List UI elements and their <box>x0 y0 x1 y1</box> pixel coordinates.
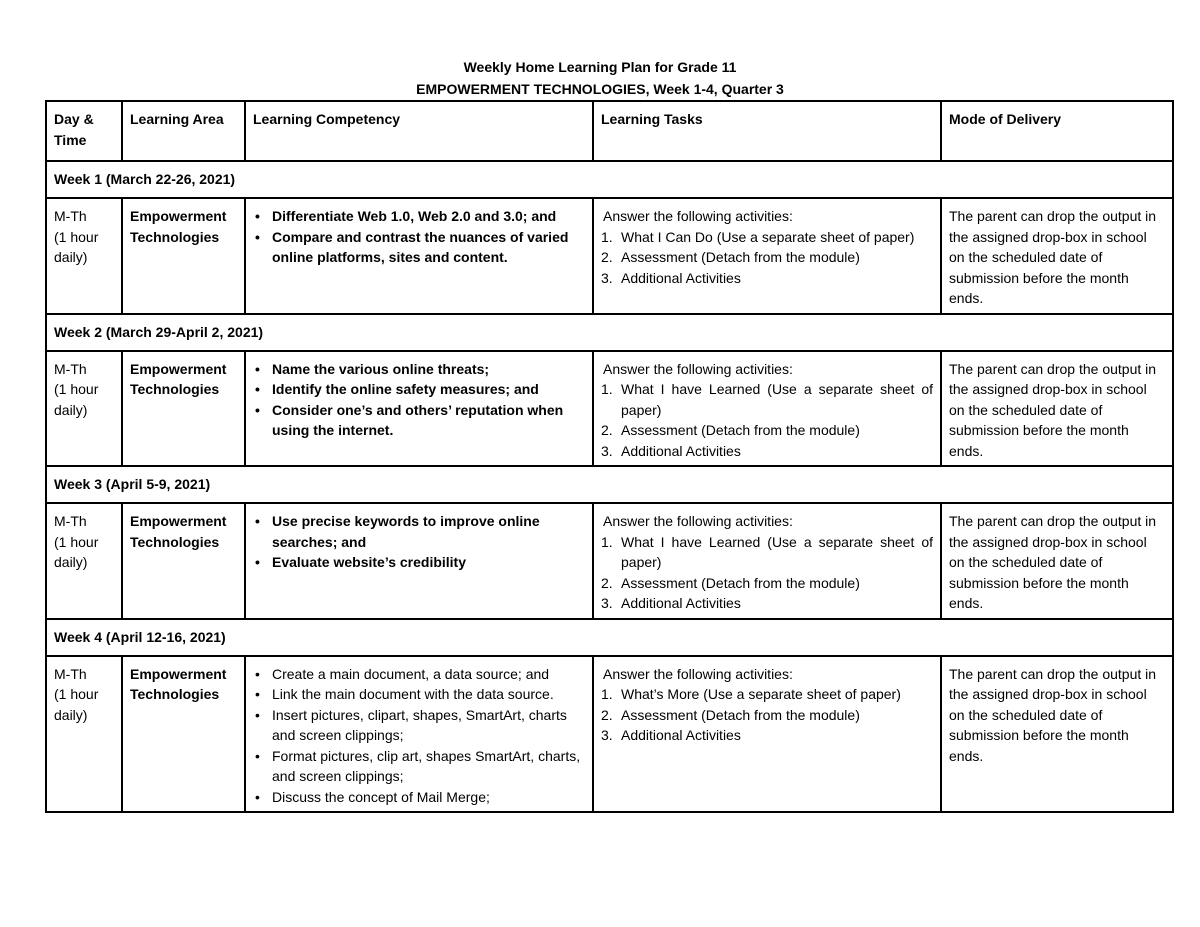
list-item: • Use precise keywords to improve online searches; and <box>253 511 585 552</box>
day-time-frequency: daily) <box>54 706 88 723</box>
list-item <box>601 725 933 746</box>
learning-area-cell: Empowerment Technologies <box>122 503 245 619</box>
task-text: Assessment (Detach from the module) <box>621 706 860 723</box>
task-number: 2. <box>601 422 613 438</box>
list-item: • Differentiate Web 1.0, Web 2.0 and 3.0; and <box>253 206 585 227</box>
task-text: Assessment (Detach from the module) <box>621 574 860 591</box>
header-row <box>46 101 1173 161</box>
week-label: Week 1 (March 22-26, 2021) <box>46 161 1173 198</box>
tasks-cell <box>593 198 941 314</box>
week-label: Week 4 (April 12-16, 2021) <box>46 619 1173 656</box>
list-item <box>601 573 933 594</box>
tasks-list <box>601 379 933 461</box>
competency-cell <box>245 351 593 467</box>
table-row <box>46 503 1173 619</box>
task-text: Additional Activities <box>621 269 741 286</box>
tasks-intro: Answer the following activities: <box>603 208 793 224</box>
competency-cell <box>245 503 593 619</box>
task-number: 3. <box>601 727 613 743</box>
list-item <box>601 532 933 573</box>
delivery-cell: The parent can drop the output in the assigned drop-box in school on the scheduled date of submission before the month ends. <box>941 351 1173 467</box>
competency-list <box>253 359 585 441</box>
task-number: 1. <box>601 381 613 397</box>
tasks-cell <box>593 656 941 813</box>
table-row <box>46 198 1173 314</box>
list-item: • Link the main document with the data source. <box>253 684 585 705</box>
plan-subtitle: EMPOWERMENT TECHNOLOGIES, Week 1-4, Quarter 3 <box>416 81 784 97</box>
list-item: • Compare and contrast the nuances of varied online platforms, sites and content. <box>253 227 585 268</box>
list-item: • Discuss the concept of Mail Merge; <box>253 787 585 808</box>
list-item: • Evaluate website’s credibility <box>253 552 585 573</box>
list-item <box>601 684 933 705</box>
task-text: What I Can Do (Use a separate sheet of paper) <box>621 228 915 245</box>
list-item: • Identify the online safety measures; and <box>253 379 585 400</box>
task-number: 2. <box>601 249 613 265</box>
day-time-cell <box>46 198 122 314</box>
learning-plan-table <box>45 100 1174 813</box>
list-item: • Name the various online threats; <box>253 359 585 380</box>
day-time-cell <box>46 656 122 813</box>
header-learning-tasks: Learning Tasks <box>593 101 941 161</box>
list-item: • Consider one’s and others’ reputation when using the internet. <box>253 400 585 441</box>
list-item <box>601 379 933 420</box>
task-number: 3. <box>601 269 613 286</box>
list-item: • Insert pictures, clipart, shapes, SmartArt, charts and screen clippings; <box>253 705 585 746</box>
tasks-cell <box>593 351 941 467</box>
list-item <box>601 593 933 614</box>
week-row <box>46 161 1173 198</box>
day-time-duration: (1 hour <box>54 533 99 550</box>
task-text: Additional Activities <box>621 442 741 459</box>
competency-cell <box>245 198 593 314</box>
week-row <box>46 466 1173 503</box>
task-text: Additional Activities <box>621 727 741 743</box>
header-learning-area: Learning Area <box>122 101 245 161</box>
week-label: Week 3 (April 5-9, 2021) <box>46 466 1173 503</box>
tasks-intro: Answer the following activities: <box>603 360 793 377</box>
tasks-cell <box>593 503 941 619</box>
table-row <box>46 656 1173 813</box>
task-text: Assessment (Detach from the module) <box>621 249 860 265</box>
day-time-frequency: daily) <box>54 249 88 265</box>
header-mode-of-delivery: Mode of Delivery <box>941 101 1173 161</box>
day-time-duration: (1 hour <box>54 381 99 397</box>
week-label: Week 2 (March 29-April 2, 2021) <box>46 314 1173 351</box>
delivery-cell: The parent can drop the output in the assigned drop-box in school on the scheduled date of submission before the month ends. <box>941 198 1173 314</box>
day-time-duration: (1 hour <box>54 686 99 702</box>
task-text: Assessment (Detach from the module) <box>621 422 860 438</box>
tasks-list <box>601 227 933 289</box>
day-time-frequency: daily) <box>54 554 88 570</box>
header-learning-competency: Learning Competency <box>245 101 593 161</box>
task-text: What’s More (Use a separate sheet of paper) <box>621 686 901 702</box>
week-row <box>46 619 1173 656</box>
task-text: What I have Learned (Use a separate sheet of paper) <box>621 533 933 570</box>
task-number: 1. <box>601 686 613 702</box>
task-text: Additional Activities <box>621 595 741 611</box>
day-time-days: M-Th <box>54 208 87 224</box>
day-time-days: M-Th <box>54 665 87 682</box>
tasks-intro: Answer the following activities: <box>603 513 793 529</box>
list-item <box>601 268 933 289</box>
task-number: 3. <box>601 442 613 459</box>
day-time-duration: (1 hour <box>54 228 99 245</box>
list-item <box>601 705 933 726</box>
list-item: • Create a main document, a data source; and <box>253 664 585 685</box>
competency-list <box>253 206 585 268</box>
learning-area-cell: Empowerment Technologies <box>122 198 245 314</box>
list-item <box>601 227 933 248</box>
delivery-cell: The parent can drop the output in the assigned drop-box in school on the scheduled date of submission before the month ends. <box>941 503 1173 619</box>
day-time-cell <box>46 351 122 467</box>
tasks-list <box>601 532 933 614</box>
plan-title: Weekly Home Learning Plan for Grade 11 <box>463 59 737 75</box>
competency-cell <box>245 656 593 813</box>
delivery-cell: The parent can drop the output in the assigned drop-box in school on the scheduled date of submission before the month ends. <box>941 656 1173 813</box>
week-row <box>46 314 1173 351</box>
task-number: 3. <box>601 595 613 611</box>
task-number: 2. <box>601 574 613 591</box>
learning-area-cell: Empowerment Technologies <box>122 656 245 813</box>
task-text: What I have Learned (Use a separate sheet of paper) <box>621 381 933 418</box>
header-day-time: Day & Time <box>46 101 122 161</box>
competency-list <box>253 511 585 573</box>
day-time-days: M-Th <box>54 513 87 529</box>
day-time-frequency: daily) <box>54 401 88 418</box>
day-time-cell <box>46 503 122 619</box>
table-row <box>46 351 1173 467</box>
list-item: • Format pictures, clip art, shapes SmartArt, charts, and screen clippings; <box>253 746 585 787</box>
task-number: 1. <box>601 533 613 550</box>
day-time-days: M-Th <box>54 360 87 377</box>
tasks-intro: Answer the following activities: <box>603 665 793 682</box>
list-item <box>601 247 933 268</box>
learning-area-cell: Empowerment Technologies <box>122 351 245 467</box>
task-number: 1. <box>601 228 613 245</box>
competency-list <box>253 664 585 808</box>
list-item <box>601 420 933 441</box>
task-number: 2. <box>601 706 613 723</box>
list-item <box>601 441 933 462</box>
tasks-list <box>601 684 933 746</box>
